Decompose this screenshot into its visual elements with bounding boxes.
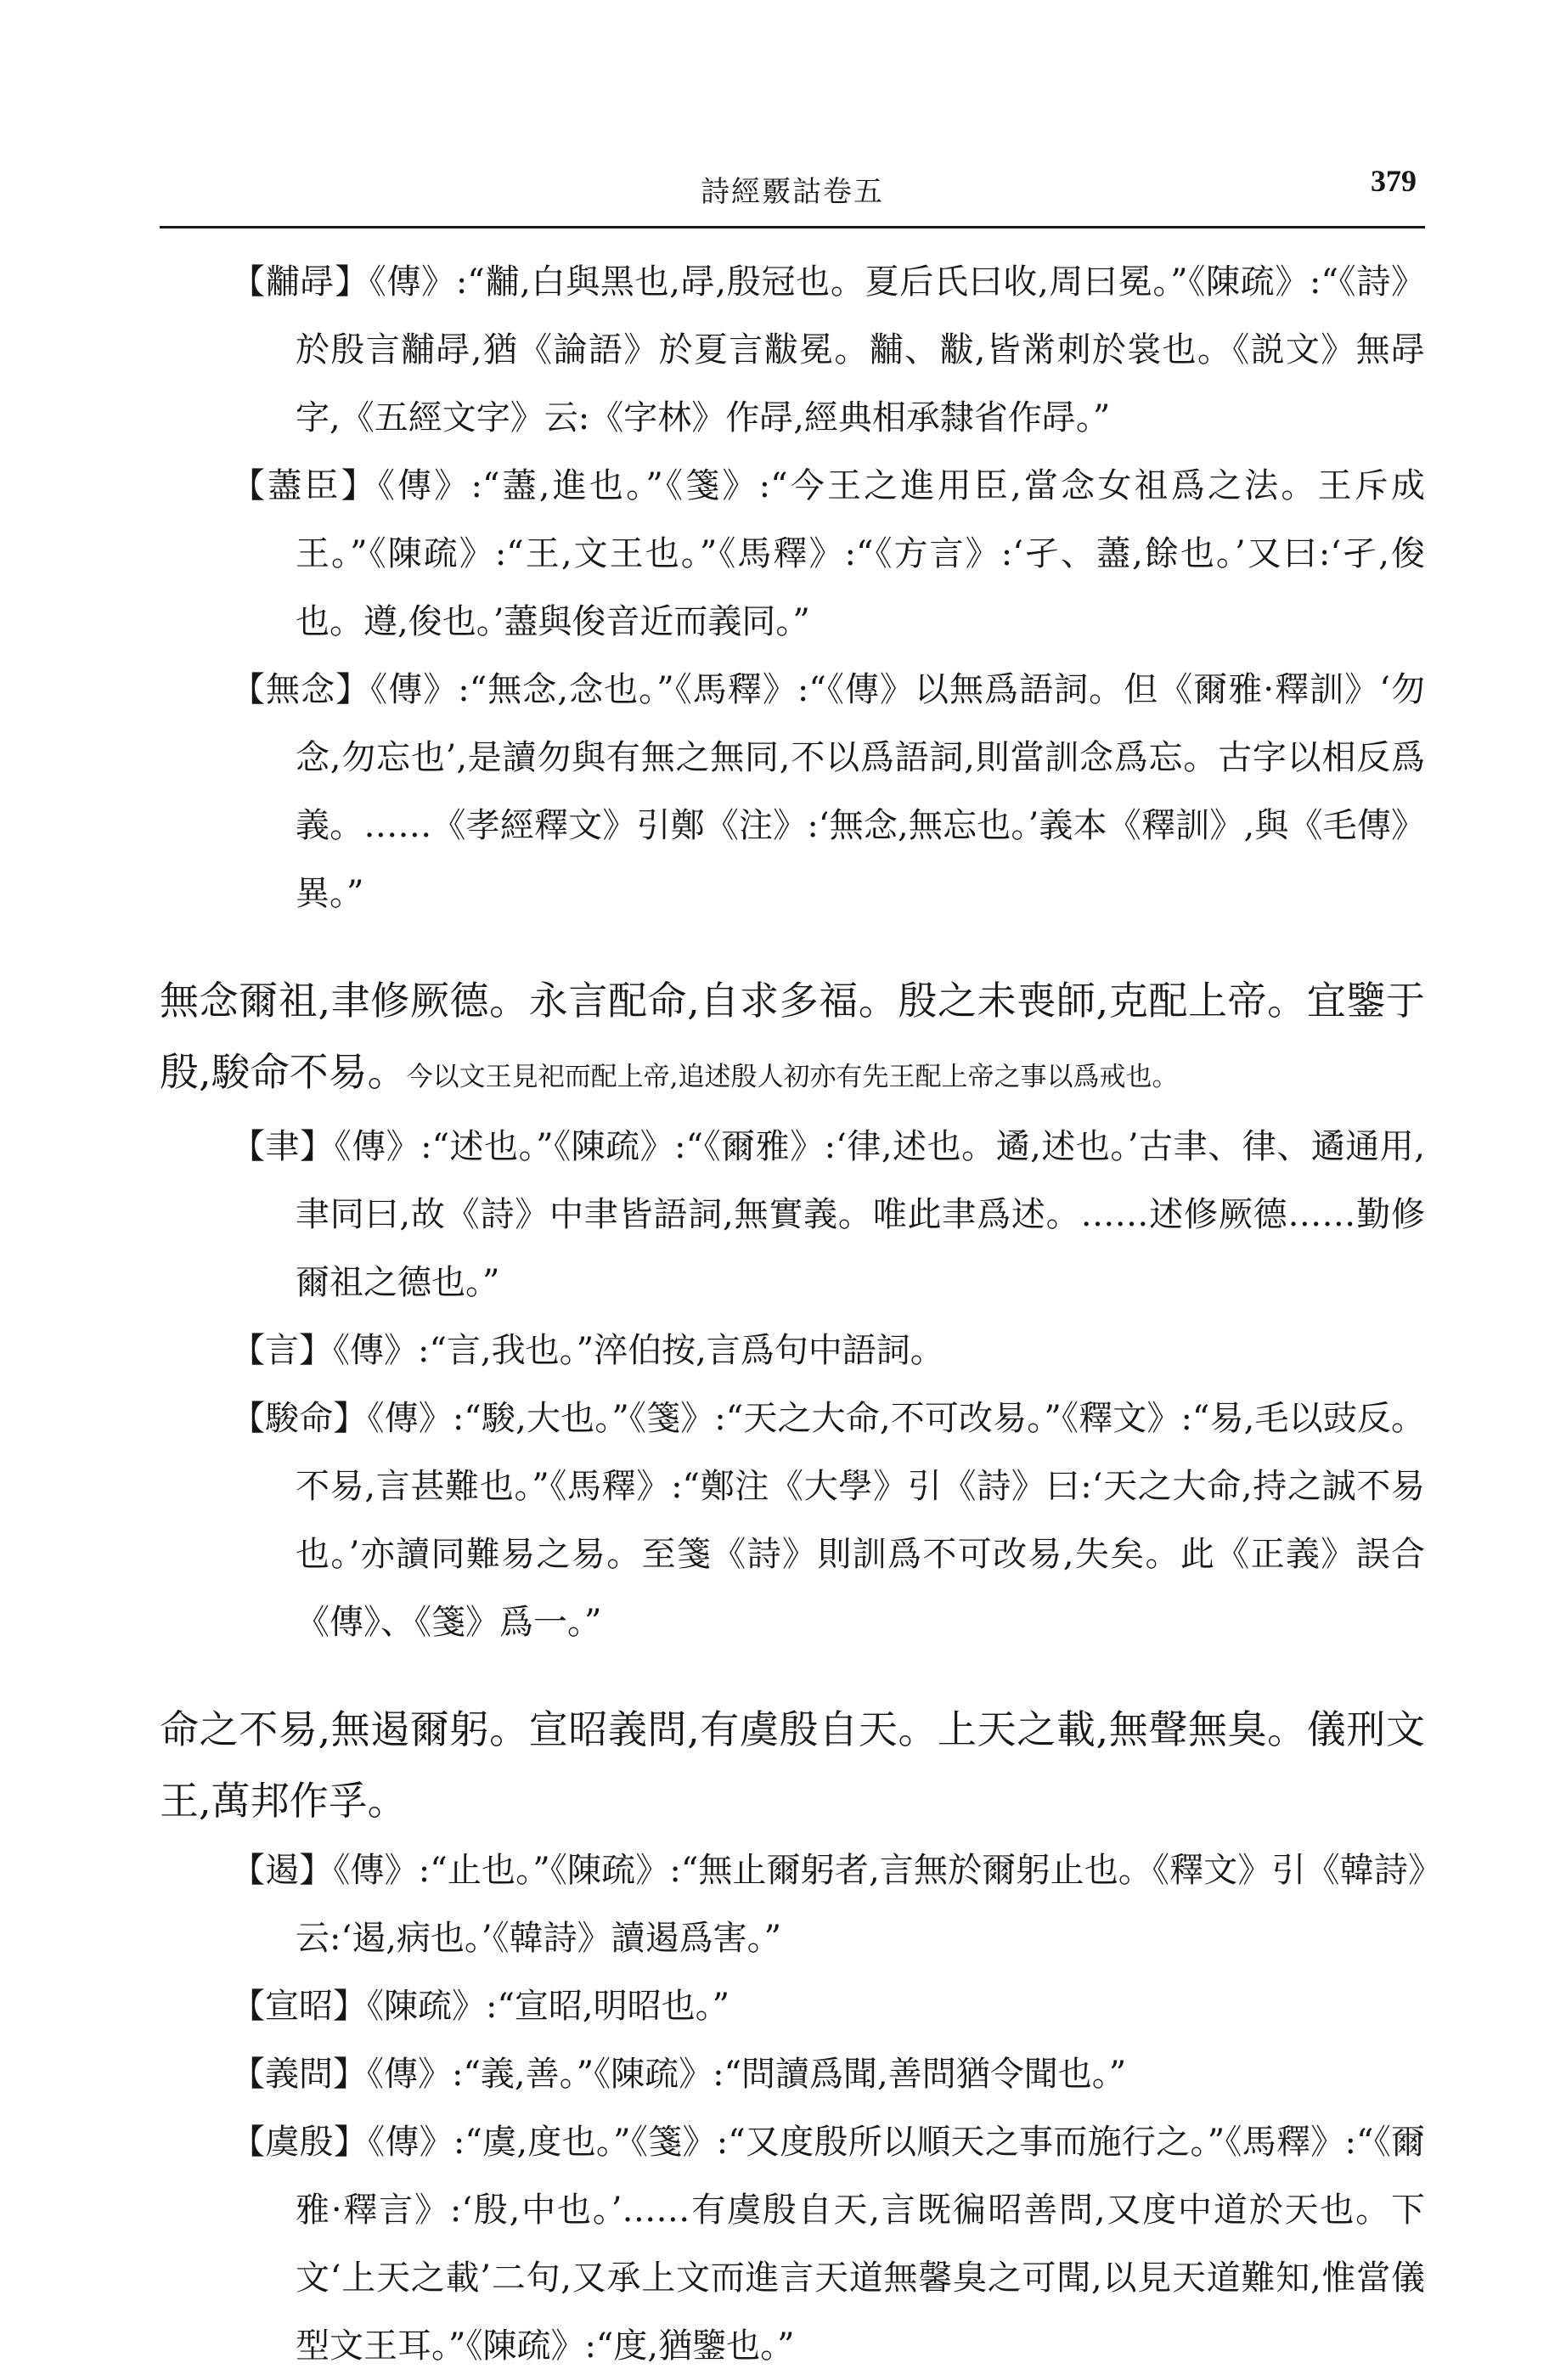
running-title: 詩經覈詁卷五 [701,175,884,209]
annotation-term: 【藎臣】 [231,466,378,505]
annotation-text: 《傳》:“虞,度也。”《箋》:“又度殷所以順天之事而施行之。”《馬釋》:“《爾雅·釋言》:‘殷,中也。’……有虞殷自天,言既徧昭善問,又度中道於天也。下文‘上天之載’二句,又承上文而進言天道無馨臭之可聞,以見天道難知,惟當儀型文王耳。”《陳疏》:“度,猶鑒也。” [296,2123,1426,2366]
annotation-text: 《傳》:“述也。”《陳疏》:“《爾雅》:‘律,述也。遹,述也。’古聿、律、遹通用,聿同曰,故《詩》中聿皆語詞,無實義。唯此聿爲述。……述修厥德……勤修爾祖之德也。” [296,1127,1426,1302]
annotation-term: 【虞殷】 [231,2123,369,2162]
annotation-term: 【駿命】 [231,1399,368,1438]
annotation-junming [231,1385,1425,1656]
annotation-wunian [231,656,1425,928]
annotation-e [231,1836,1425,1972]
annotation-xuanzhao [231,1972,1425,2040]
annotation-term: 【言】 [231,1331,333,1370]
verse-text: 命之不易,無遏爾躬。宣昭義問,有虞殷自天。上天之載,無聲無臭。儀刑文王,萬邦作孚。 [160,1706,1425,1824]
annotation-yuyin [231,2108,1425,2380]
annotation-text: 《陳疏》:“宣昭,明昭也。” [367,1987,730,2026]
annotation-text: 《傳》:“駿,大也。”《箋》:“天之大命,不可改易。”《釋文》:“易,毛以豉反。不易,言甚難也。”《馬釋》:“鄭注《大學》引《詩》曰:‘天之大命,持之誠不易也。’亦讀同難易之易。至箋《詩》則訓爲不可改易,失矣。此《正義》誤合《傳》、《箋》爲一。” [296,1399,1426,1642]
running-head [160,164,1425,219]
header-rule [160,226,1425,228]
annotation-term: 【義問】 [231,2055,367,2094]
annotation-term: 【宣昭】 [231,1987,367,2026]
annotation-yiwen [231,2040,1425,2108]
annotation-text: 《傳》:“言,我也。”淬伯按,言爲句中語詞。 [333,1331,944,1370]
page-body [160,248,1425,2380]
verse-comment: 今以文王見祀而配上帝,追述殷人初亦有先王配上帝之事以爲戒也。 [406,1062,1179,1092]
verse-stanza-2 [160,1694,1425,1836]
annotation-yu [231,1113,1425,1317]
annotation-text: 《傳》:“黼,白與黑也,冔,殷冠也。夏后氏曰收,周曰冕。”《陳疏》:“《詩》於殷言黼冔,猶《論語》於夏言黻冕。黼、黻,皆黹刺於裳也。《説文》無冔字,《五經文字》云:《字林》作冔,經典相承隸省作冔。” [296,262,1426,437]
annotation-text: 《傳》:“止也。”《陳疏》:“無止爾躬者,言無於爾躬止也。《釋文》引《韓詩》云:‘遏,病也。’《韓詩》讀遏爲害。” [296,1851,1426,1958]
verse-text: 無念爾祖,聿修厥德。永言配命,自求多福。殷之未喪師,克配上帝。宜鑒于殷,駿命不易。 [160,978,1425,1095]
annotation-term: 【遏】 [231,1851,334,1890]
page-number: 379 [1371,164,1417,198]
verse-stanza-1 [160,965,1425,1113]
annotation-fuxu [231,248,1425,452]
annotation-term: 【無念】 [231,670,371,709]
annotation-text: 《傳》:“藎,進也。”《箋》:“今王之進用臣,當念女祖爲之法。王斥成王。”《陳疏》:“王,文王也。”《馬釋》:“《方言》:‘孑、藎,餘也。’又曰:‘孑,俊也。遵,俊也。’藎與俊音近而義同。” [296,466,1426,641]
annotation-term: 【黼冔】 [231,262,369,302]
annotation-text: 《傳》:“義,善。”《陳疏》:“問讀爲聞,善問猶令聞也。” [367,2055,1127,2094]
annotation-jinchen [231,452,1425,656]
annotation-term: 【聿】 [231,1127,335,1166]
annotation-text: 《傳》:“無念,念也。”《馬釋》:“《傳》以無爲語詞。但《爾雅·釋訓》‘勿念,勿忘也’,是讀勿與有無之無同,不以爲語詞,則當訓念爲忘。古字以相反爲義。……《孝經釋文》引鄭《注》:‘無念,無忘也。’義本《釋訓》,與《毛傳》異。” [296,670,1426,913]
annotation-yan [231,1317,1425,1385]
